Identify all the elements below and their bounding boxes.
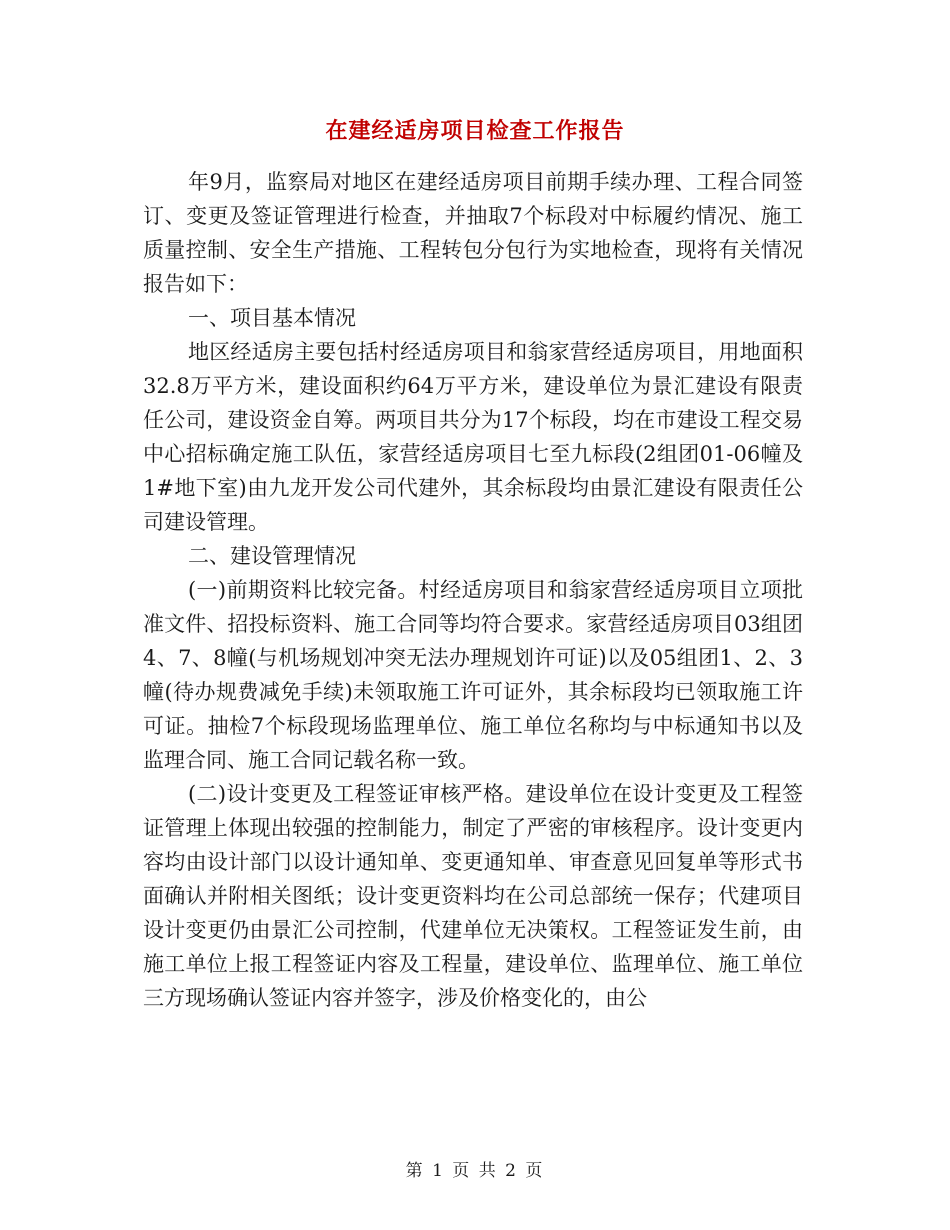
document-body: [143, 165, 803, 1015]
intro-paragraph: 年9月，监察局对地区在建经适房项目前期手续办理、工程合同签订、变更及签证管理进行检查，并抽取7个标段对中标履约情况、施工质量控制、安全生产措施、工程转包分包行为实地检查，现将有关情况报告如下：: [143, 170, 803, 296]
section-heading-project-overview: 一、项目基本情况: [188, 306, 356, 330]
document-title: 在建经适房项目检查工作报告: [325, 118, 625, 144]
page-number-footer: 第 1 页 共 2 页: [405, 1161, 545, 1181]
design-change-paragraph: (二)设计变更及工程签证审核严格。建设单位在设计变更及工程签证管理上体现出较强的控制能力，制定了严密的审核程序。设计变更内容均由设计部门以设计通知单、变更通知单、审查意见回复单等形式书面确认并附相关图纸；设计变更资料均在公司总部统一保存；代建项目设计变更仍由景汇公司控制，代建单位无决策权。工程签证发生前，由施工单位上报工程签证内容及工程量，建设单位、监理单位、施工单位三方现场确认签证内容并签字，涉及价格变化的，由公: [143, 782, 803, 1010]
section-heading-construction-management: 二、建设管理情况: [188, 544, 356, 568]
preliminary-documents-paragraph: (一)前期资料比较完备。村经适房项目和翁家营经适房项目立项批准文件、招投标资料、施工合同等均符合要求。家营经适房项目03组团4、7、8幢(与机场规划冲突无法办理规划许可证)以及05组团1、2、3幢(待办规费减免手续)未领取施工许可证外，其余标段均已领取施工许可证。抽检7个标段现场监理单位、施工单位名称均与中标通知书以及监理合同、施工合同记载名称一致。: [143, 578, 803, 772]
project-overview-paragraph: 地区经适房主要包括村经适房项目和翁家营经适房项目，用地面积32.8万平方米，建设面积约64万平方米，建设单位为景汇建设有限责任公司，建设资金自筹。两项目共分为17个标段，均在市建设工程交易中心招标确定施工队伍，家营经适房项目七至九标段(2组团01-06幢及1#地下室)由九龙开发公司代建外，其余标段均由景汇建设有限责任公司建设管理。: [143, 340, 803, 534]
